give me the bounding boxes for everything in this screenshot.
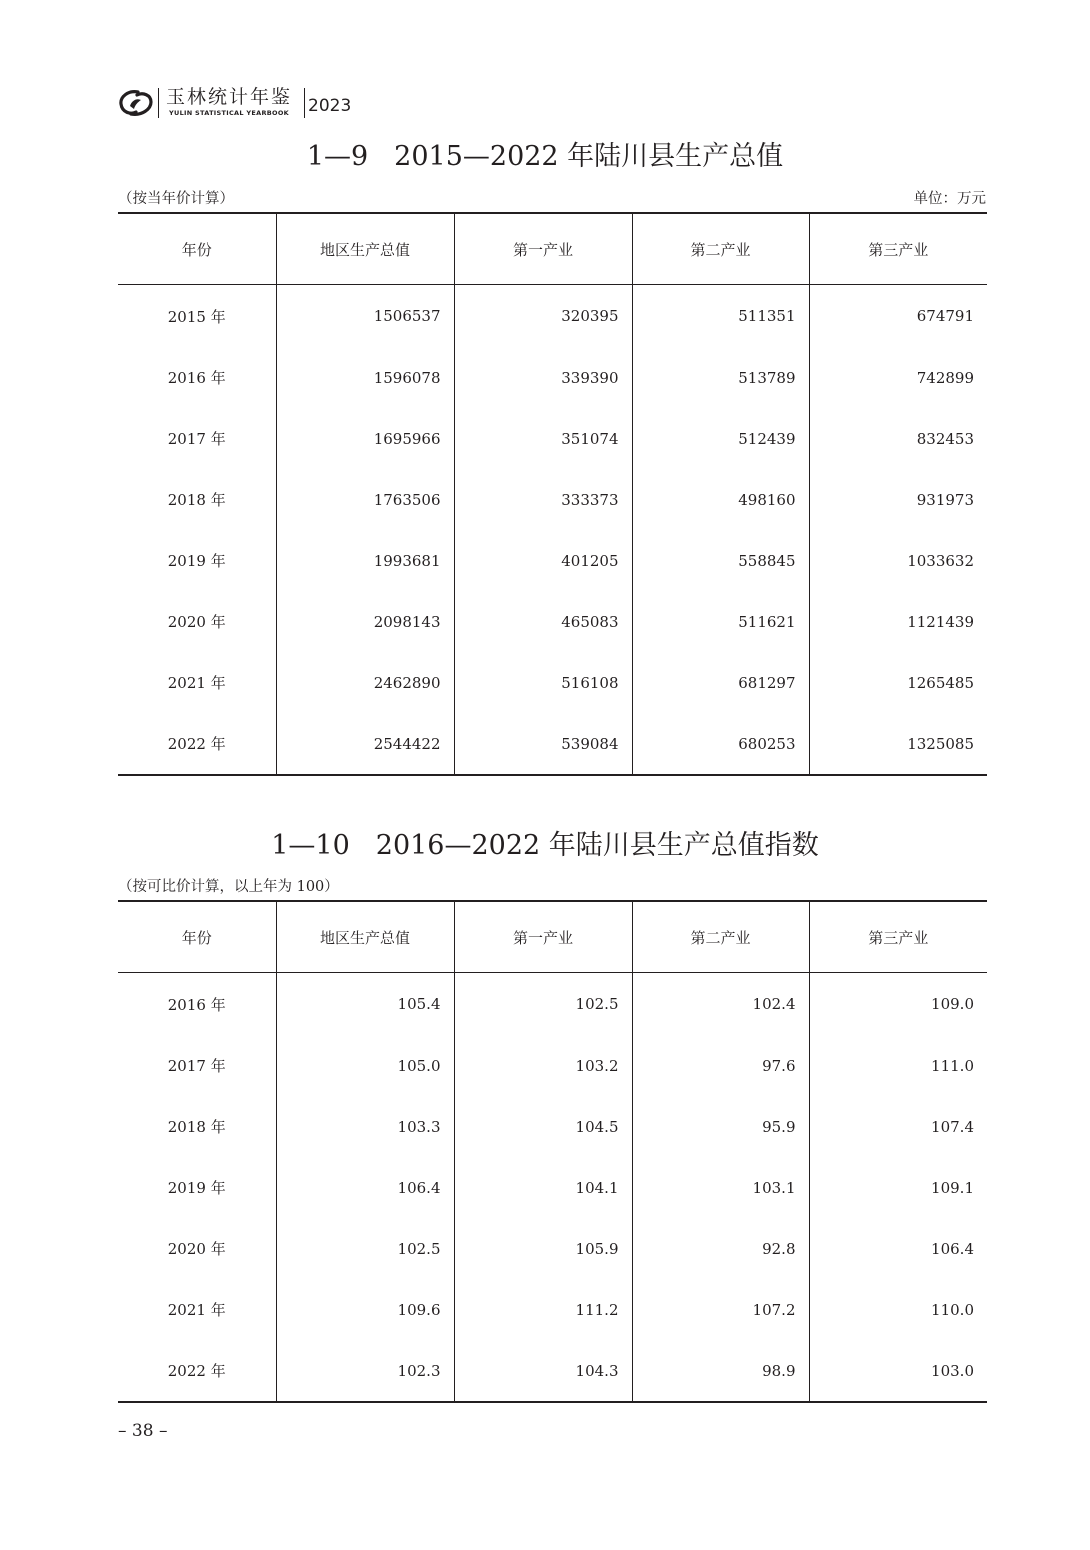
value-cell: 103.2 [454,1035,632,1096]
value-cell: 498160 [632,469,809,530]
value-cell: 103.1 [632,1157,809,1218]
table-row [118,1157,987,1218]
value-cell: 109.1 [809,1157,987,1218]
year-cell [118,1096,276,1157]
value-cell: 111.2 [454,1279,632,1340]
table2-number: 1—10 [271,830,350,861]
column-header: 第一产业 [454,213,632,285]
value-cell: 516108 [454,652,632,713]
value-cell: 681297 [632,652,809,713]
value-cell: 1763506 [276,469,454,530]
table1-title [0,140,1090,174]
value-cell: 107.4 [809,1096,987,1157]
value-cell: 465083 [454,591,632,652]
value-cell: 111.0 [809,1035,987,1096]
table-row [118,408,987,469]
year-label: 2022 年 [167,1362,226,1380]
year-label: 2019 年 [167,1179,226,1197]
value-cell: 339390 [454,347,632,408]
year-cell [118,1035,276,1096]
table1-note: （按当年价计算） [118,191,234,207]
table2-title [0,829,1090,863]
value-cell: 1325085 [809,713,987,775]
value-cell: 105.0 [276,1035,454,1096]
value-cell: 104.3 [454,1340,632,1402]
year-label: 2022 年 [167,735,226,753]
year-label: 2021 年 [167,1301,226,1319]
table-row [118,1035,987,1096]
value-cell: 1265485 [809,652,987,713]
value-cell: 1993681 [276,530,454,591]
value-cell: 1121439 [809,591,987,652]
column-header: 第一产业 [454,901,632,973]
table-row [118,713,987,775]
value-cell: 512439 [632,408,809,469]
table-row [118,530,987,591]
value-cell: 1033632 [809,530,987,591]
value-cell: 511621 [632,591,809,652]
value-cell: 742899 [809,347,987,408]
value-cell: 97.6 [632,1035,809,1096]
year-cell [118,408,276,469]
value-cell: 320395 [454,285,632,348]
value-cell: 1506537 [276,285,454,348]
column-header: 第二产业 [632,901,809,973]
year-cell [118,1218,276,1279]
column-header: 年份 [118,901,276,973]
table-row [118,973,987,1036]
column-header: 第二产业 [632,213,809,285]
value-cell: 1695966 [276,408,454,469]
value-cell: 109.0 [809,973,987,1036]
year-cell [118,1340,276,1402]
value-cell: 931973 [809,469,987,530]
year-label: 2021 年 [167,674,226,692]
year-label: 2016 年 [167,369,226,387]
value-cell: 333373 [454,469,632,530]
table-row [118,285,987,348]
publication-title: 玉林统计年鉴 [165,86,292,108]
column-header: 第三产业 [809,213,987,285]
year-cell [118,530,276,591]
column-header: 年份 [118,213,276,285]
value-cell: 539084 [454,713,632,775]
table-row [118,1218,987,1279]
table-row [118,652,987,713]
year-label: 2015 年 [167,307,226,326]
year-label: 2017 年 [167,1057,226,1075]
table-row [118,591,987,652]
publication-subtitle: YULIN STATISTICAL YEARBOOK [168,109,289,117]
value-cell: 674791 [809,285,987,348]
year-label: 2017 年 [167,430,226,448]
yearbook-logo-icon [118,88,154,118]
value-cell: 832453 [809,408,987,469]
value-cell: 401205 [454,530,632,591]
year-cell [118,591,276,652]
table2 [118,900,987,1403]
table2-note: （按可比价计算，以上年为 100） [118,879,339,895]
table-header-row [118,213,987,285]
value-cell: 109.6 [276,1279,454,1340]
value-cell: 102.5 [454,973,632,1036]
table1 [118,212,987,776]
value-cell: 95.9 [632,1096,809,1157]
table2-title-text: 2016—2022 年陆川县生产总值指数 [375,830,819,861]
table-row [118,1279,987,1340]
year-cell [118,973,276,1036]
header-divider [304,88,305,118]
value-cell: 106.4 [276,1157,454,1218]
table1-unit: 单位：万元 [913,191,986,207]
column-header: 第三产业 [809,901,987,973]
value-cell: 102.3 [276,1340,454,1402]
table-header-row [118,901,987,973]
value-cell: 102.5 [276,1218,454,1279]
year-cell [118,1279,276,1340]
value-cell: 513789 [632,347,809,408]
value-cell: 98.9 [632,1340,809,1402]
year-cell [118,285,276,348]
value-cell: 680253 [632,713,809,775]
value-cell: 104.5 [454,1096,632,1157]
page-number: – 38 – [118,1421,168,1441]
value-cell: 511351 [632,285,809,348]
value-cell: 104.1 [454,1157,632,1218]
value-cell: 2462890 [276,652,454,713]
year-cell [118,469,276,530]
year-label: 2018 年 [167,1118,226,1136]
table-row [118,347,987,408]
table-row [118,1340,987,1402]
year-label: 2020 年 [167,613,226,631]
value-cell: 106.4 [809,1218,987,1279]
value-cell: 558845 [632,530,809,591]
table1-number: 1—9 [306,141,369,172]
column-header: 地区生产总值 [276,901,454,973]
value-cell: 110.0 [809,1279,987,1340]
value-cell: 2098143 [276,591,454,652]
value-cell: 105.9 [454,1218,632,1279]
year-label: 2016 年 [167,995,226,1014]
year-cell [118,652,276,713]
publication-year: 2023 [308,96,352,116]
value-cell: 103.3 [276,1096,454,1157]
value-cell: 1596078 [276,347,454,408]
year-label: 2018 年 [167,491,226,509]
year-cell [118,1157,276,1218]
value-cell: 351074 [454,408,632,469]
value-cell: 92.8 [632,1218,809,1279]
table-row [118,1096,987,1157]
table1-title-text: 2015—2022 年陆川县生产总值 [394,141,784,172]
value-cell: 102.4 [632,973,809,1036]
column-header: 地区生产总值 [276,213,454,285]
year-label: 2019 年 [167,552,226,570]
year-cell [118,347,276,408]
table-row [118,469,987,530]
value-cell: 2544422 [276,713,454,775]
value-cell: 103.0 [809,1340,987,1402]
value-cell: 107.2 [632,1279,809,1340]
year-cell [118,713,276,775]
value-cell: 105.4 [276,973,454,1036]
year-label: 2020 年 [167,1240,226,1258]
